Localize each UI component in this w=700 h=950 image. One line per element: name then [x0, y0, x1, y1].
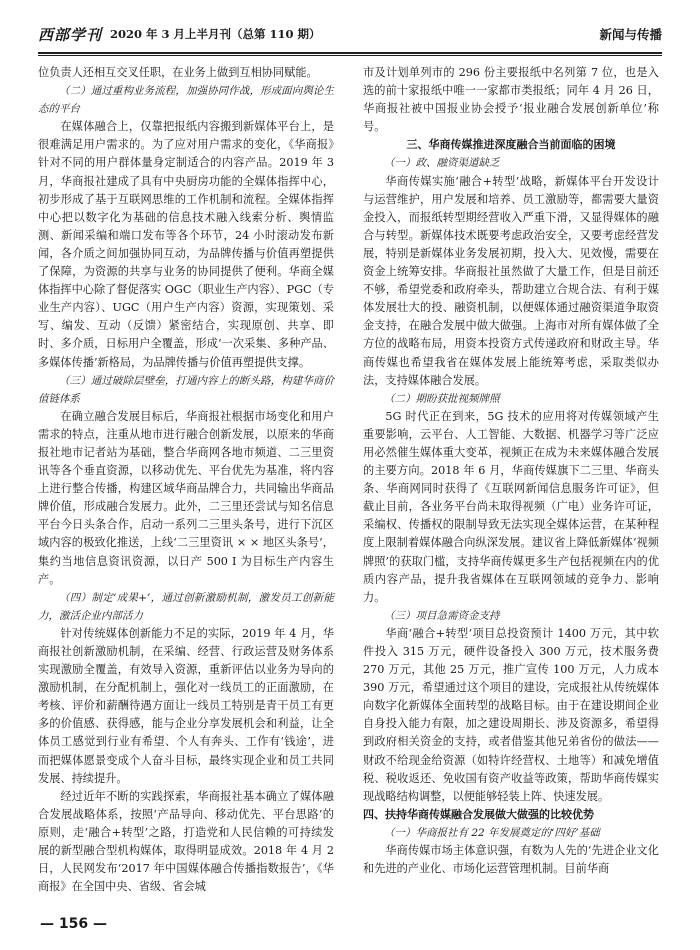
paragraph: 华商传媒实施‘融合+转型’战略，新媒体平台开发设计与运营维护，用户发展和培养、员工激励等，都需要大量资金投入，而报纸转型期经营收入严重下滑，又显得媒体的融合与转型。新媒体技术既要考虑政治安全，又要考虑经营发展，特别是新媒体业务发展初期，投入大、见效慢，需要在资金上统筹安排。华商报社虽然做了大量工作，但是目前还不够，希望党委和政府牵头，帮助建立合规合法、有利于媒体发展壮大的投、融资机制，以便媒体通过融资渠道争取资金支持，在融合发展中做大做强。上海市对所有媒体做了全方位的战略布局，用资本投资方式传递政府和财政主导。华商传媒也希望我省在媒体发展上能统筹考虑，采取类似办法，支持媒体融合发展。: [363, 174, 659, 387]
paragraph: 位负责人还相互交叉任职，在业务上做到互相协同赋能。: [38, 66, 318, 79]
subsection-heading: （二）通过重构业务流程，加强协同作战，形成面向舆论生态的平台: [38, 85, 334, 116]
left-column: [38, 64, 334, 896]
paragraph: 市及计划单列市的 296 份主要报纸中名列第 7 位，也是入选的前十家报纸中唯一一家都市类报纸；同年 4 月 26 日，华商报社被中国报业协会授予‘报业融合发展创新单位’称号。: [363, 66, 659, 134]
paragraph: 华商‘融合+转型’项目总投资预计 1400 万元，其中软件投入 315 万元，硬件设备投入 300 万元，技术服务费 270 万元，其他 25 万元，推广宣传 100 万元，人力成本 390 万元，希望通过这个项目的建设，完成报社从传统媒体向数字化新媒体全面转型的战略目标。由于在建设期间企业自身投入能力有限，加之建设周期长、涉及资源多，希望得到政府相关资金的支持，或者借鉴其他兄弟省份的做法——财政不给现金给资源（如特许经营权、土地等）和减免增值税、税收返还、免收国有资产收益等政策，帮助华商传媒实现战略结构调整，以便能够轻装上阵、快速发展。: [363, 626, 659, 803]
paragraph: 在媒体融合上，仅靠把报纸内容搬到新媒体平台上，是很难满足用户需求的。为了应对用户需求的变化，《华商报》针对不同的用户群体量身定制适合的内容产品。2019 年 3 月，华商报社建成了具有中央厨房功能的全媒体指挥中心，初步形成了基于互联网思维的工作机制和流程。全媒体指挥中心把以数字化为基础的信息技术融入线索分析、舆情监测、新闻采编和端口发布等各个环节，24 小时滚动发布新闻，各介质之间加强协同互动，为品牌传播与价值再塑提供了保障，为资源的共享与业务的协同提供了便利。华商全媒体指挥中心除了督促落实 OGC（职业生产内容）、PGC（专业生产内容）、UGC（用户生产内容）资源，实现策划、采写、编发、互动（反馈）紧密结合，实现原创、共享、即时、多介质，日标用户全覆盖，形成‘一次采集、多种产品、多媒体传播’新格局，为品牌传播与价值再塑提供支撑。: [38, 120, 334, 369]
paragraph: 在确立融合发展目标后，华商报社根据市场变化和用户需求的特点，注重从地市进行融合创新发展，以原来的华商报社地市记者站为基础，整合华商网各地市频道、二三里资讯等各个垂直资源，以移动优先、平台优先为基准，将内容上进行整合传播，构建区域华商品牌合力，共同输出华商品牌价值，形成融合发展力。此外，二三里还尝试与知名信息平台今日头条合作，启动一系列二三里头条号，进行下沉区域内容的极致化推送，上线‘二三里资讯 × × 地区头条号’，集约当地信息资讯资源，以日产 500 I 为目标生产内容生产。: [38, 409, 334, 586]
page-number: — 156 —: [40, 916, 107, 932]
subsection-heading: （四）制定‘成果+’，通过创新激励机制，激发员工创新能力，激活企业内部活力: [38, 591, 334, 622]
issue-info: 2020 年 3 月上半月刊（总第 110 期）: [110, 27, 321, 41]
section-heading: 三、华商传媒推进深度融合当前面临的困境: [406, 138, 616, 152]
paragraph: 5G 时代正在到来，5G 技术的应用将对传媒领域产生重要影响，云平台、人工智能、大数据、机器学习等广泛应用必然催生媒体重大变革，视频正在成为未来媒体融合发展的主要方向。2018 年 6 月，华商传媒旗下二三里、华商头条、华商网同时获得了《互联网新闻信息服务许可证》，但截止目前，各业务平台尚未取得视频（广电）业务许可证，采编权、传播权的限制导致无法实现全媒体运营，在某种程度上限制着媒体融合向纵深发展。建议省上降低新媒体‘视频牌照’的获取门槛，支持华商传媒更多生产包括视频在内的优质内容产品，提升我省媒体在互联网领域的竞争力、影响力。: [363, 409, 659, 604]
subsection-heading: （一）政、融资渠道缺乏: [384, 157, 500, 170]
subsection-heading: （三）项目急需资金支持: [384, 609, 500, 622]
header-rule-thin: [38, 55, 662, 56]
header-rule: [38, 52, 662, 54]
journal-logo: 西部学刊: [38, 26, 103, 44]
paragraph: 华商传媒市场主体意识强，有数为人先的‘先进企业文化和先进的产业化、市场化运营管理机制。目前华商: [363, 844, 659, 876]
subsection-heading: （二）期盼获批视频牌照: [384, 392, 500, 405]
subsection-heading: （一）华商报社有 22 年发展奠定的‘四好’基础: [384, 826, 600, 839]
section-heading: 四、扶持华商传媒融合发展做大做强的比较优势: [363, 807, 594, 821]
subsection-heading: （三）通过破除层壁垒，打通内容上的断头路，构建华商价值链体系: [38, 374, 334, 405]
page-header: [38, 24, 662, 54]
paragraph: 经过近年不断的实践探索，华商报社基本确立了媒体融合发展战略体系，按照‘产品导向、移动优先、平台思路’的原则，走‘融合+转型’之路，打造党和人民信赖的可持续发展的新型融合型机构媒体，取得明显成效。2018 年 4 月 2 日，人民网发布‘2017 年中国媒体融合传播指数报告’，《华商报》在全国中央、省级、省会城: [38, 789, 334, 894]
section-title: 新闻与传播: [599, 27, 662, 42]
paragraph: 针对传统媒体创新能力不足的实际，2019 年 4 月，华商报社创新激励机制，在采编、经营、行政运营及财务体系实现激励全覆盖，有效导入资源，重新评估以业务为导向的激励机制，在分配机制上，强化对一线员工的正面激励，在考核、评价和薪酬待遇方面让一线员工特别是青干员工有更多的价值感、获得感，能与企业分享发展机会和利益，让全体员工感觉到行业有希望、个人有奔头、工作有‘钱途’，进而把媒体愿景变成个人奋斗目标，最终实现企业和员工共同发展、持续提升。: [38, 626, 334, 785]
right-column: [363, 64, 659, 878]
